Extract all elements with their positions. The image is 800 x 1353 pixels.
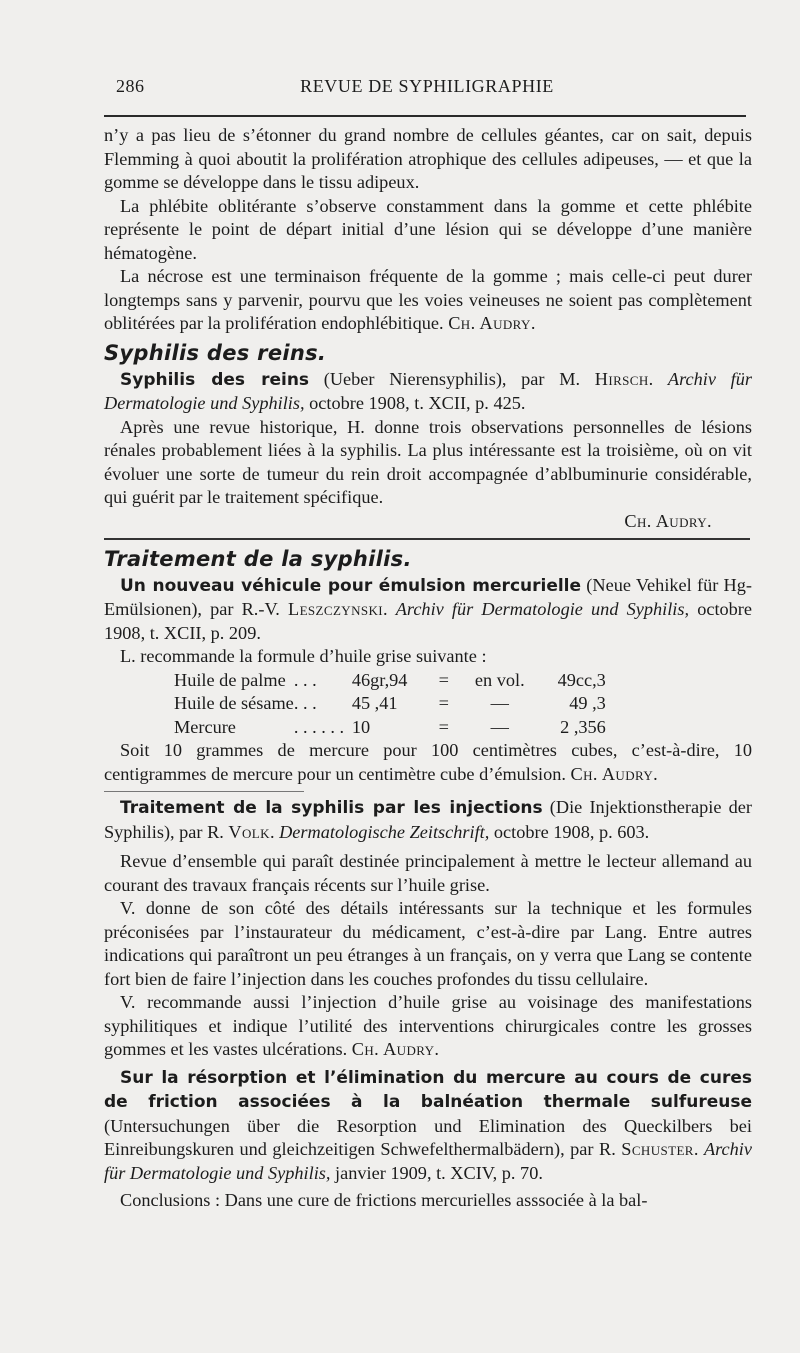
- formula-ingredient: Mercure: [174, 716, 236, 737]
- entry-heading-resorption: [104, 1066, 752, 1186]
- formula-row: [174, 716, 606, 740]
- formula-volume: 49cc,3: [557, 669, 606, 690]
- section-title-reins: Syphilis des reins.: [104, 340, 327, 365]
- entry-ref: .: [383, 599, 396, 619]
- section-rule: [104, 538, 750, 540]
- intro-paragraph-3: [104, 265, 752, 336]
- entry-ref: (Die Injektionstherapie der Syphilis), par R.: [104, 797, 752, 842]
- formula-equals: =: [438, 669, 449, 690]
- entry-author: Schuster: [621, 1139, 694, 1159]
- entry-author: Volk: [228, 821, 270, 842]
- entry-journal: Dermatologische Zeitschrift,: [279, 821, 490, 842]
- entry-rule: [104, 791, 304, 792]
- entry-ref: (Ueber Nierensyphilis), par M.: [309, 368, 595, 389]
- formula-row: [174, 692, 606, 716]
- entry-title: Traitement de la syphilis par les injections: [120, 798, 543, 818]
- formula-leader: . . . . . .: [293, 716, 345, 737]
- entry-journal: Archiv für Dermatologie und Syphilis,: [395, 599, 690, 619]
- formula-conclusion: [104, 739, 752, 786]
- section-title-traitement: Traitement de la syphilis.: [104, 546, 412, 571]
- entry-ref: .: [648, 368, 668, 389]
- reins-paragraph-text: Après une revue historique, H. donne trois observations personnelles de lésions rénales probablement liées à la syphilis. La plus intéressante est la troisième, où on vit évoluer une sorte de tumeur du rein droit accompagnée d’ablbuminurie considérable, qui guérit par le traitement spécifique.: [104, 416, 752, 507]
- page-header: [104, 76, 750, 100]
- entry-title: Syphilis des reins: [120, 369, 310, 390]
- formula-row: [174, 669, 606, 693]
- formula-quantity: 45 ,41: [351, 693, 398, 713]
- formula-volume-label: en vol.: [474, 669, 525, 690]
- entry-heading-vehicule: [104, 574, 752, 646]
- formula-table: [174, 669, 606, 740]
- signature: Ch. Audry.: [570, 763, 659, 784]
- injections-paragraph-1: Revue d’ensemble qui paraît destinée principalement à mettre le lecteur allemand au courant des travaux français récents sur l’huile grise.: [104, 851, 752, 895]
- formula-volume-label: —: [490, 693, 509, 713]
- header-rule: [104, 115, 746, 117]
- formula-volume: 2 ,356: [560, 716, 606, 737]
- entry-heading-injections: [104, 796, 752, 844]
- formula-intro: L. recommande la formule d’huile grise suivante :: [120, 646, 487, 666]
- entry-title: Sur la résorption et l’élimination du mercure au cours de cures de friction associées à la balnéation thermale sulfureuse: [104, 1067, 752, 1112]
- formula-equals: =: [438, 693, 449, 713]
- entry-ref: octobre 1908, t. XCII, p. 209.: [104, 599, 753, 643]
- injections-paragraph-3: [104, 991, 752, 1062]
- resorption-paragraph-1: Conclusions : Dans une cure de frictions mercurielles asssociée à la bal-: [120, 1190, 648, 1210]
- signature: Ch. Audry.: [624, 510, 712, 531]
- intro-paragraph-3-text: La nécrose est une terminaison fréquente de la gomme ; mais celle-ci peut durer longtemps sans y parvenir, pourvu que les voies veineuses ne soient pas complètement oblitérées par la prolifération endophlébitique.: [104, 266, 752, 333]
- formula-quantity: 10: [351, 716, 371, 737]
- entry-author: Hirsch: [594, 368, 649, 389]
- entry-ref: octobre 1908, p. 603.: [489, 821, 650, 842]
- signature-line: [104, 510, 752, 534]
- entry-author: Leszczynski: [288, 599, 384, 619]
- entry-journal: Archiv für Dermatologie und Syphilis,: [104, 1139, 753, 1183]
- formula-leader: . . .: [293, 693, 317, 713]
- entry-ref: janvier 1909, t. XCIV, p. 70.: [330, 1162, 543, 1183]
- formula-equals: =: [438, 716, 449, 737]
- intro-paragraph-1: n’y a pas lieu de s’étonner du grand nombre de cellules géantes, car on sait, depuis Flemming à quoi aboutit la prolifération atrophique des cellules adipeuses, — et que la gomme se développe dans le tissu adipeux.: [104, 125, 752, 192]
- entry-title: Un nouveau véhicule pour émulsion mercurielle: [120, 575, 582, 596]
- formula-ingredient: Huile de palme: [174, 669, 286, 690]
- entry-ref: (Untersuchungen über die Resorption und Elimination des Queckilbers bei Einreibungskuren und gleichzeitigen Schwefelthermalbädern), par R.: [104, 1115, 752, 1159]
- article-body: [104, 124, 752, 1213]
- entry-ref: .: [693, 1139, 704, 1159]
- injections-paragraph-3-text: V. recommande aussi l’injection d’huile grise au voisinage des manifestations syphilitiques et indique l’utilité des interventions chirurgicales contre les grosses gommes et les vastes ulcérations.: [104, 992, 752, 1059]
- signature: Ch. Audry.: [448, 313, 536, 333]
- formula-volume: 49 ,3: [569, 693, 606, 713]
- reins-paragraph: [104, 416, 752, 510]
- signature: Ch. Audry.: [351, 1039, 440, 1059]
- entry-ref: (Neue Vehikel für Hg-Emülsionen), par R.-V.: [104, 574, 752, 619]
- formula-quantity: 46gr,94: [351, 669, 408, 690]
- intro-paragraph-2: La phlébite oblitérante s’observe constamment dans la gomme et cette phlébite représente le point de départ initial d’une lésion qui se développe d’une manière hématogène.: [104, 195, 752, 263]
- formula-ingredient: Huile de sésame: [174, 693, 294, 713]
- formula-conclusion-text: Soit 10 grammes de mercure pour 100 centimètres cubes, c’est-à-dire, 10 centigrammes de mercure pour un centimètre cube d’émulsion.: [104, 740, 752, 784]
- formula-leader: . . .: [293, 669, 317, 690]
- injections-paragraph-2: V. donne de son côté des détails intéressants sur la technique et les formules préconisées par l’instaurateur du médicament, c’est-à-dire par Lang. Entre autres indications qui paraîtront un peu étranges à un français, on y verra que Lang se contente fort bien de faire l’injection dans les couches profondes du tissu cellulaire.: [104, 898, 752, 989]
- formula-volume-label: —: [490, 716, 509, 737]
- entry-heading-reins: [104, 368, 752, 416]
- running-head: REVUE DE SYPHILIGRAPHIE: [300, 76, 554, 96]
- page-number: 286: [116, 76, 145, 96]
- entry-ref: octobre 1908, t. XCII, p. 425.: [304, 393, 526, 413]
- entry-ref: .: [269, 821, 280, 842]
- entry-journal: Archiv für Dermatologie und Syphilis,: [104, 368, 752, 413]
